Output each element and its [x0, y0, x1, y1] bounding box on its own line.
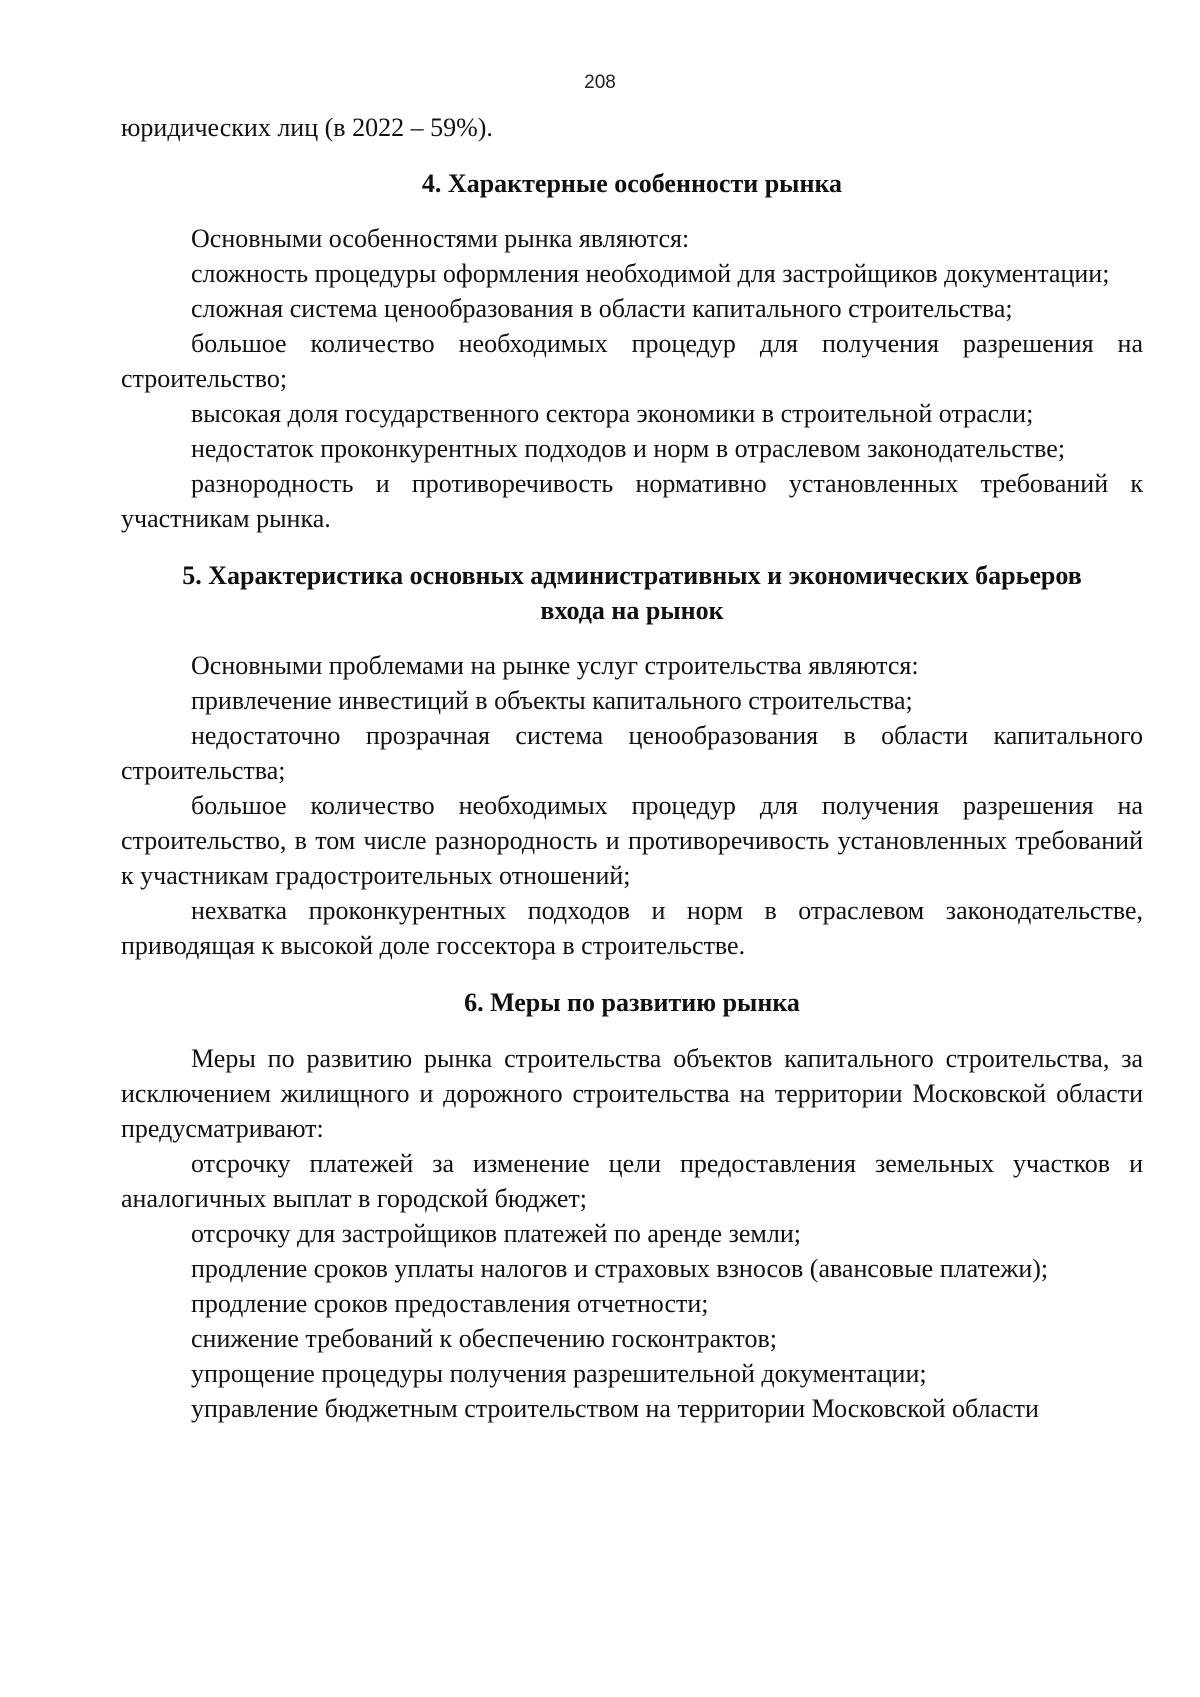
list-item: сложность процедуры оформления необходимой для застройщиков документации;	[191, 259, 1110, 288]
list-item: снижение требований к обеспечению госконтрактов;	[191, 1324, 777, 1353]
list-item: продление сроков предоставления отчетности;	[191, 1289, 709, 1318]
list-item: продление сроков уплаты налогов и страховых взносов (авансовые платежи);	[191, 1254, 1049, 1283]
list-item: недостаточно прозрачная система ценообразования в области капитального строительства;	[121, 721, 1143, 785]
continuation-paragraph: юридических лиц (в 2022 – 59%).	[121, 113, 493, 142]
section-5-heading-line-1: 5. Характеристика основных административных и экономических барьеров	[182, 561, 1082, 590]
list-item: большое количество необходимых процедур для получения разрешения на строительство;	[121, 329, 1143, 393]
section-4-heading: 4. Характерные особенности рынка	[421, 169, 843, 198]
section-5-heading	[121, 558, 1143, 628]
list-item: управление бюджетным строительством на территории Московской области	[191, 1394, 1039, 1423]
list-item: привлечение инвестиций в объекты капитального строительства;	[191, 686, 913, 715]
section-6-lead: Меры по развитию рынка строительства объектов капитального строительства, за исключением жилищного и дорожного строительства на территории Московской области предусматривают:	[121, 1044, 1143, 1143]
list-item: большое количество необходимых процедур для получения разрешения на строительство, в том числе разнородность и противоречивость установленных требований к участникам градостроительных отношений;	[121, 791, 1143, 890]
document-body	[121, 110, 1143, 1426]
section-5-lead: Основными проблемами на рынке услуг строительства являются:	[191, 651, 919, 680]
list-item: высокая доля государственного сектора экономики в строительной отрасли;	[191, 399, 1034, 428]
list-item: отсрочку для застройщиков платежей по аренде земли;	[191, 1219, 801, 1248]
list-item: сложная система ценообразования в области капитального строительства;	[191, 294, 1013, 323]
list-item: отсрочку платежей за изменение цели предоставления земельных участков и аналогичных выплат в городской бюджет;	[121, 1149, 1143, 1213]
list-item: недостаток проконкурентных подходов и норм в отраслевом законодательстве;	[191, 434, 1066, 463]
list-item: разнородность и противоречивость нормативно установленных требований к участникам рынка.	[121, 469, 1143, 533]
section-4-lead: Основными особенностями рынка являются:	[191, 224, 690, 253]
section-5-heading-line-2: входа на рынок	[540, 596, 724, 625]
page-number: 208	[584, 72, 616, 93]
list-item: упрощение процедуры получения разрешительной документации;	[191, 1359, 927, 1388]
list-item: нехватка проконкурентных подходов и норм в отраслевом законодательстве, приводящая к высокой доле госсектора в строительстве.	[121, 896, 1143, 960]
section-6-heading: 6. Меры по развитию рынка	[464, 988, 800, 1017]
